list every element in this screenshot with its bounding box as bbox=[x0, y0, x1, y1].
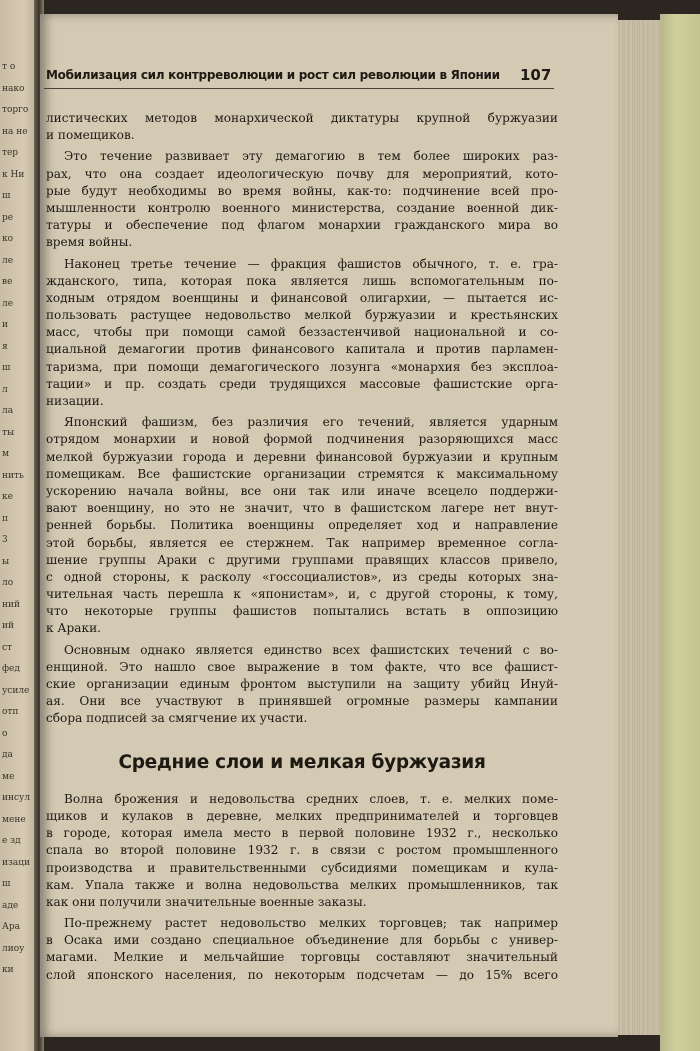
left-page-fragment: нако bbox=[2, 83, 25, 94]
text-line: рах, что она создает идеологическую почву для мероприятий, кото- bbox=[46, 166, 558, 181]
left-page-fragment: инсул bbox=[2, 793, 31, 803]
running-title: Мобилизация сил контрреволюции и рост сил революции в Японии bbox=[46, 68, 500, 82]
paragraph bbox=[46, 915, 558, 988]
page-number: 107 bbox=[520, 66, 552, 84]
left-page-fragment: ний bbox=[2, 599, 20, 610]
paragraph bbox=[46, 642, 558, 732]
text-line: чительная часть перешла к «японистам», и, с другой стороны, к тому, bbox=[46, 587, 558, 602]
left-page-fragment: я bbox=[2, 341, 8, 352]
paragraph bbox=[46, 414, 558, 641]
text-line: шение группы Араки с другими группами правящих классов привело, bbox=[46, 552, 558, 567]
left-page-fragment: ло bbox=[2, 578, 14, 588]
left-page-fragment: на не bbox=[2, 126, 28, 137]
text-line: мелкой буржуазии города и деревни финансовой буржуазии и крупным bbox=[46, 449, 558, 464]
text-line: Японский фашизм, без различия его течений, является ударным bbox=[64, 415, 558, 430]
text-line: помещикам. Все фашистские организации стремятся к максимальному bbox=[46, 466, 558, 481]
left-page-fragment: п bbox=[2, 513, 8, 524]
text-line: Наконец третье течение — фракция фашистов обычного, т. е. гра- bbox=[64, 256, 558, 271]
left-page-fragment: ки bbox=[2, 965, 14, 975]
left-page-fragment: аде bbox=[2, 900, 19, 911]
text-line: к Араки. bbox=[46, 621, 101, 636]
text-line: ские организации единым фронтом выступили на защиту убийц Инуй- bbox=[46, 677, 558, 691]
text-line: таризма, при помощи демагогического лозунга «монархия без эксплоа- bbox=[46, 359, 558, 374]
text-line: листических методов монархической диктатуры крупной буржуазии bbox=[46, 111, 558, 125]
left-page-fragment: о bbox=[2, 728, 8, 739]
text-line: Это течение развивает эту демагогию в тем более широких раз- bbox=[64, 149, 558, 164]
text-line: По-прежнему растет недовольство мелких торговцев; так например bbox=[64, 916, 558, 931]
left-page-fragment: и bbox=[2, 320, 8, 330]
left-page-fragment: ы bbox=[2, 556, 10, 567]
left-page-fragment: ле bbox=[2, 255, 14, 266]
text-line: время войны. bbox=[46, 235, 133, 250]
text-line: ускорению начала войны, все они так или иначе всецело поддержи- bbox=[46, 483, 558, 498]
left-page-fragment: м bbox=[2, 449, 10, 459]
text-line: этой борьбы, является ее стержнем. Так например временное согла- bbox=[46, 535, 558, 550]
left-page-fragment: к Ни bbox=[2, 169, 25, 180]
text-line: в городе, которая имела место в первой половине 1932 г., несколько bbox=[46, 826, 558, 841]
text-line: с одной стороны, к расколу «госсоциалистов», из среды которых зна- bbox=[46, 569, 558, 584]
text-line: низации. bbox=[46, 394, 104, 408]
left-page-fragment: изаци bbox=[2, 857, 31, 868]
text-line: и помещиков. bbox=[46, 128, 135, 143]
left-page-fragment: ш bbox=[2, 879, 11, 889]
text-line: сбора подписей за смягчение их участи. bbox=[46, 711, 308, 726]
left-page-fragment: ш bbox=[2, 363, 11, 373]
text-line: масс, чтобы при помощи самой беззастенчивой национальной и со- bbox=[46, 325, 558, 340]
page-block-edge bbox=[618, 20, 666, 1035]
book-cover-edge bbox=[660, 14, 700, 1051]
book-page bbox=[40, 14, 618, 1037]
left-page-fragment: ве bbox=[2, 277, 13, 287]
left-page-fragment: ре bbox=[2, 212, 14, 223]
text-line: производства и правительственными субсидиями помещикам и кула- bbox=[46, 860, 558, 875]
text-line: Основным однако является единство всех фашистских течений с во- bbox=[64, 642, 558, 657]
text-line: спала во второй половине 1932 г. в связи с ростом промышленного bbox=[46, 843, 558, 858]
left-page-fragment: да bbox=[2, 750, 13, 760]
paragraph bbox=[46, 256, 558, 415]
left-page-fragment: Ара bbox=[2, 922, 20, 932]
text-line: магами. Мелкие и мельчайшие торговцы составляют значительный bbox=[46, 950, 558, 965]
running-head bbox=[40, 68, 618, 90]
text-line: ая. Они все участвуют в принявшей огромные размеры кампании bbox=[46, 694, 558, 709]
left-page-fragment: отп bbox=[2, 707, 19, 717]
text-line: мышленности контролю военного министерства, создание военной дик- bbox=[46, 200, 558, 215]
body-text bbox=[46, 110, 558, 988]
left-page-fragment: фед bbox=[2, 664, 20, 674]
section-heading: Средние слои и мелкая буржуазия bbox=[118, 751, 486, 773]
text-line: пользовать растущее недовольство мелкой буржуазии и крестьянских bbox=[46, 308, 558, 323]
text-line: жданского, типа, которая пока является лишь вспомогательным по- bbox=[46, 273, 558, 288]
left-page-fragment: ий bbox=[2, 621, 14, 631]
text-line: отрядом монархии и новой формой подчинения разоряющихся масс bbox=[46, 432, 558, 447]
left-page-fragment: лиоу bbox=[2, 943, 25, 954]
text-line: Волна брожения и недовольства средних слоев, т. е. мелких поме- bbox=[64, 791, 558, 806]
left-page-fragment: мене bbox=[2, 814, 26, 825]
text-line: татуры и обеспечение под флагом монархии гражданского мира во bbox=[46, 218, 558, 233]
text-line: циальной демагогии против финансового капитала и против парламен- bbox=[46, 342, 558, 357]
text-line: как они получили значительные военные заказы. bbox=[46, 894, 367, 909]
paragraph bbox=[46, 791, 558, 915]
text-line: что некоторые группы фашистов попытались встать в оппозицию bbox=[46, 604, 558, 619]
text-line: в Осака ими создано специальное объединение для борьбы с универ- bbox=[46, 933, 558, 948]
text-line: рые будут необходимы во время войны, как-то: подчинение всей про- bbox=[46, 183, 558, 198]
left-page-fragment: усиле bbox=[2, 685, 30, 696]
left-page-fragment: ке bbox=[2, 492, 13, 502]
left-page-fragment: ст bbox=[2, 642, 13, 653]
text-line: енщиной. Это нашло свое выражение в том факте, что все фашист- bbox=[46, 659, 558, 674]
text-line: ренней борьбы. Политика военщины определяет ход и направление bbox=[46, 518, 558, 533]
left-page-fragment: е зд bbox=[2, 836, 21, 846]
left-page-fragment: нить bbox=[2, 470, 24, 481]
left-page-fragment: тер bbox=[2, 148, 19, 158]
header-rule bbox=[44, 88, 554, 89]
paragraph bbox=[46, 110, 558, 148]
left-page-fragment: т о bbox=[2, 62, 16, 72]
paragraph bbox=[46, 148, 558, 255]
left-page-fragment: 3 bbox=[2, 535, 8, 545]
text-line: тации» и пр. создать среди трудящихся массовые фашистские орга- bbox=[46, 376, 558, 391]
left-page-fragment: ко bbox=[2, 234, 14, 244]
text-line: ходным отрядом военщины и финансовой олигархии, — пытается ис- bbox=[46, 290, 558, 305]
left-page-fragment: ла bbox=[2, 406, 14, 416]
text-line: слой японского населения, по некоторым подсчетам — до 15% всего bbox=[46, 967, 558, 982]
left-page-fragment: л bbox=[2, 384, 8, 395]
text-line: вают военщину, но это не значит, что в фашистском лагере нет внут- bbox=[46, 501, 558, 516]
text-line: щиков и кулаков в деревне, мелких предпринимателей и торговцев bbox=[46, 808, 558, 823]
text-line: кам. Упала также и волна недовольства мелких промышленников, так bbox=[46, 877, 558, 892]
left-page-fragment: ш bbox=[2, 191, 11, 201]
left-page-fragment: торго bbox=[2, 105, 29, 115]
left-page-fragment: ме bbox=[2, 771, 15, 782]
left-page-fragment: ты bbox=[2, 427, 15, 438]
left-page-fragment: ле bbox=[2, 298, 14, 309]
